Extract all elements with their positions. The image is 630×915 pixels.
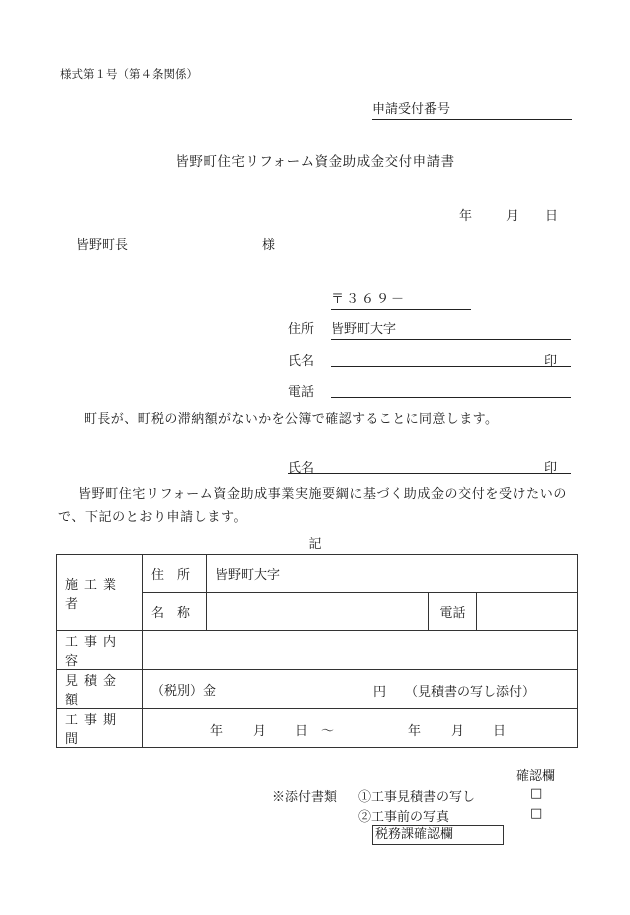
- confirm-column-label: 確認欄: [516, 769, 556, 784]
- estimate-note: （見積書の写し添付）: [405, 685, 536, 700]
- contractor-phone-label: 電話: [429, 593, 477, 631]
- contractor-header: 施工業者: [57, 555, 143, 631]
- contractor-address-value: 皆野町大字: [215, 568, 281, 583]
- consent-seal-mark: 印: [544, 461, 558, 476]
- period-end-day: 日: [493, 724, 507, 739]
- document-title: 皆野町住宅リフォーム資金助成金交付申請書: [175, 154, 455, 170]
- consent-name-label: 氏名: [288, 461, 315, 476]
- contractor-address-label: 住 所: [143, 555, 207, 593]
- estimate-prefix: （税別）金: [151, 683, 217, 699]
- attachment-item-estimate: ①工事見積書の写し: [358, 790, 476, 805]
- work-period-header: 工事期間: [57, 709, 143, 748]
- applicant-seal-mark: 印: [544, 354, 558, 369]
- applicant-phone-label: 電話: [288, 385, 315, 400]
- contractor-phone-field[interactable]: [477, 593, 578, 631]
- applicant-name-field[interactable]: [331, 366, 571, 367]
- contractor-name-label: 名 称: [143, 593, 207, 631]
- date-year-label: 年: [459, 209, 473, 224]
- addressee-honorific: 様: [262, 238, 276, 253]
- consent-statement: 町長が、町税の滞納額がないかを公簿で確認することに同意します。: [84, 412, 499, 427]
- period-start-year: 年: [210, 724, 224, 739]
- consent-name-field[interactable]: [288, 473, 571, 474]
- period-tilde: ～: [321, 724, 335, 739]
- addressee-name: 皆野町長: [76, 238, 129, 253]
- attachment-checkbox-estimate[interactable]: □: [530, 786, 543, 801]
- estimate-yen: 円: [373, 685, 387, 700]
- applicant-address-label: 住所: [288, 322, 315, 337]
- application-number-field[interactable]: [372, 98, 572, 120]
- estimate-field[interactable]: [143, 670, 578, 709]
- contractor-address-field[interactable]: [207, 555, 578, 593]
- postal-code-field[interactable]: 〒３６９－: [331, 288, 471, 310]
- application-paragraph: 皆野町住宅リフォーム資金助成事業実施要綱に基づく助成金の交付を受けたいので、下記のとおり申請します。: [58, 487, 567, 525]
- applicant-name-label: 氏名: [288, 354, 315, 369]
- work-content-header: 工事内容: [57, 631, 143, 670]
- attachment-item-photo: ②工事前の写真: [358, 810, 450, 825]
- period-end-year: 年: [408, 724, 422, 739]
- attachments-label: ※添付書類: [272, 790, 338, 805]
- date-month-label: 月: [506, 209, 520, 224]
- application-table: [56, 554, 578, 748]
- estimate-header: 見積金額: [57, 670, 143, 709]
- applicant-phone-field[interactable]: [331, 397, 571, 398]
- date-day-label: 日: [545, 209, 559, 224]
- period-end-month: 月: [451, 724, 465, 739]
- attachment-checkbox-photo[interactable]: □: [530, 806, 543, 821]
- contractor-name-field[interactable]: [207, 593, 429, 631]
- ki-heading: 記: [308, 537, 322, 552]
- tax-office-confirmation-box: 税務課確認欄: [372, 825, 504, 845]
- work-period-field[interactable]: [143, 709, 578, 748]
- period-start-month: 月: [253, 724, 267, 739]
- work-content-field[interactable]: [143, 631, 578, 670]
- period-start-day: 日: [295, 724, 309, 739]
- application-number-label: 申請受付番号: [372, 102, 451, 117]
- applicant-address-value: 皆野町大字: [331, 322, 397, 337]
- applicant-address-field[interactable]: [331, 318, 571, 340]
- form-number: 様式第１号（第４条関係）: [60, 67, 198, 81]
